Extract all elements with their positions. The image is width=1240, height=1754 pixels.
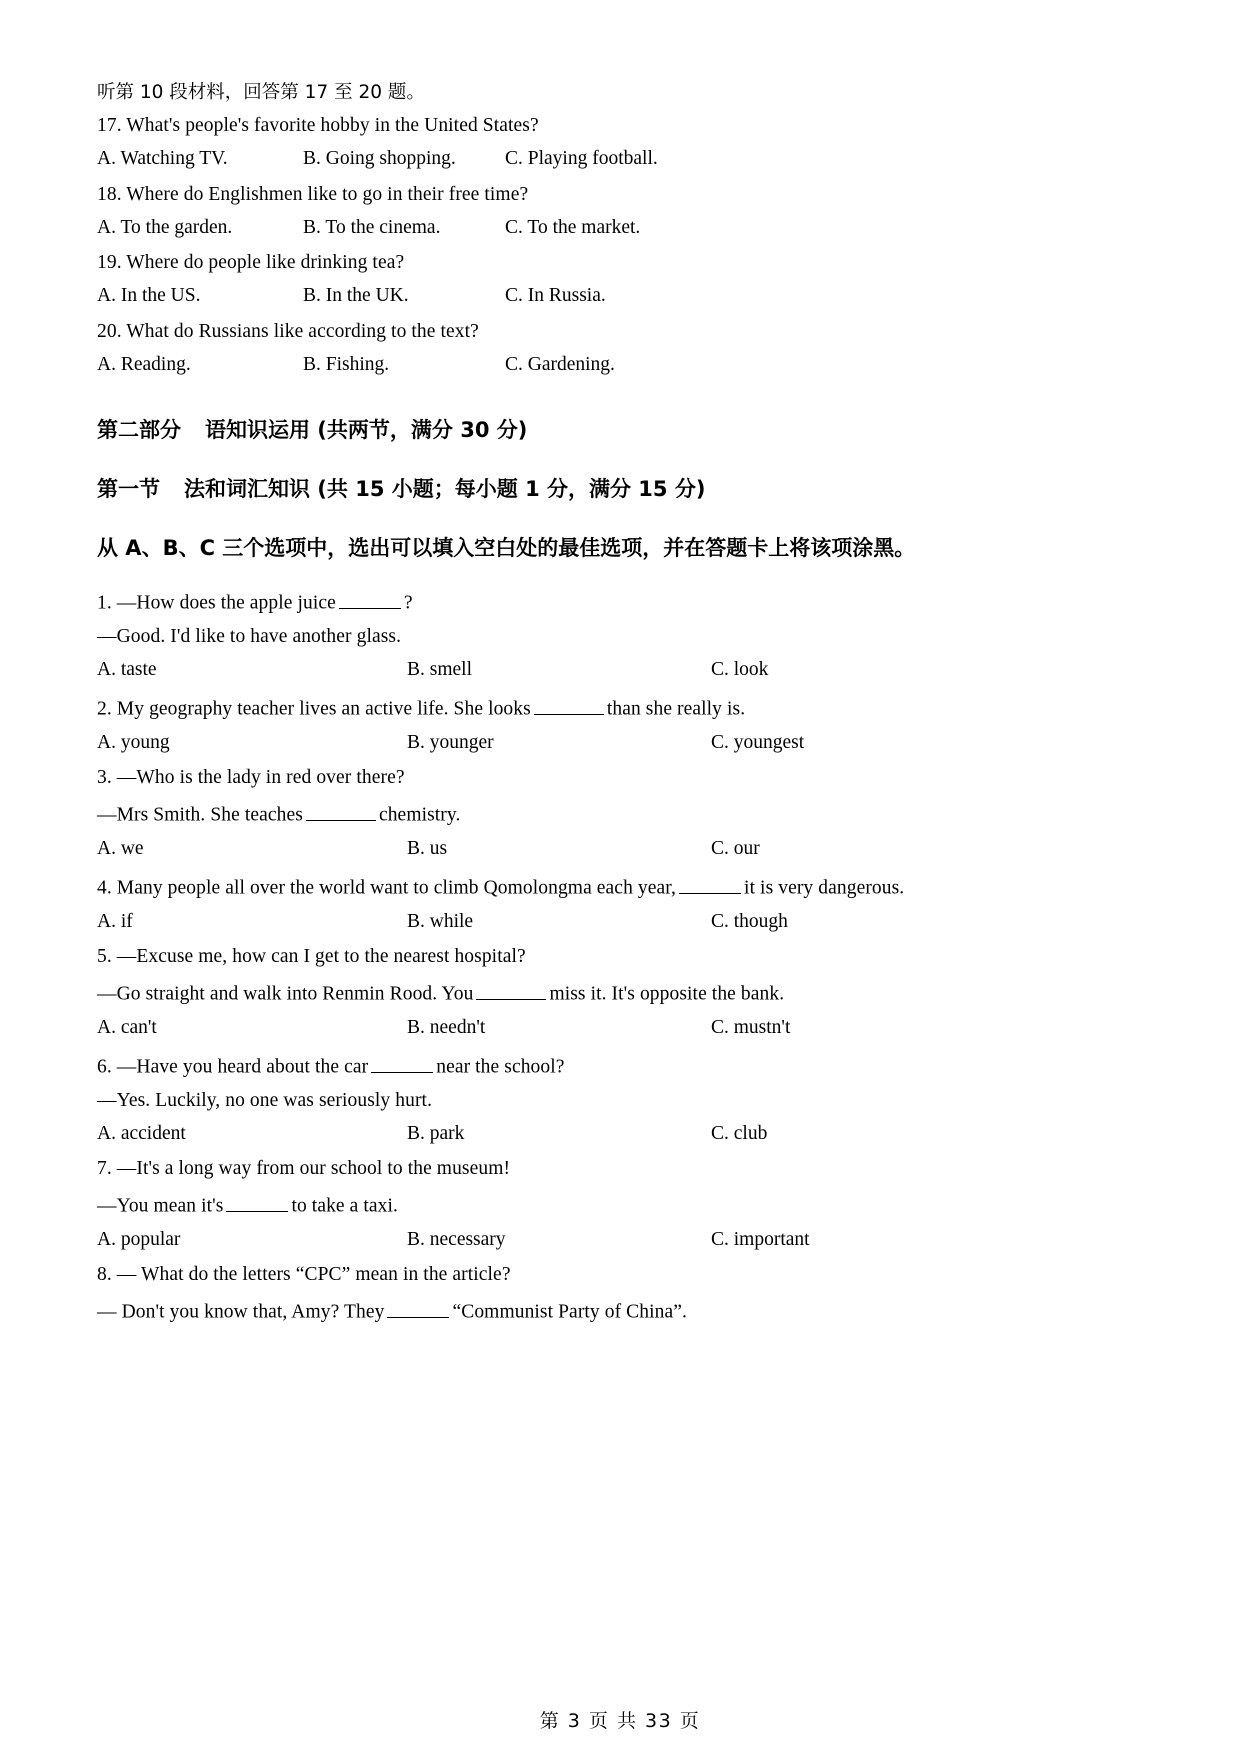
grammar-options-row bbox=[97, 660, 1143, 682]
grammar-question-stem bbox=[97, 1053, 1143, 1077]
reply-tail: chemistry. bbox=[378, 804, 461, 826]
page-footer: 第 3 页 共 33 页 bbox=[539, 1710, 701, 1732]
fill-blank[interactable] bbox=[371, 1053, 433, 1073]
listening-question-stem: 18. Where do Englishmen like to go in their free time? bbox=[97, 183, 529, 205]
option-b[interactable]: B. Fishing. bbox=[303, 353, 390, 375]
reply-tail: miss it. It's opposite the bank. bbox=[549, 983, 785, 1005]
grammar-question-stem: 5. —Excuse me, how can I get to the nearest hospital? bbox=[97, 946, 526, 968]
grammar-question-stem bbox=[97, 695, 1143, 719]
option-c[interactable]: C. important bbox=[711, 1228, 810, 1250]
fill-blank[interactable] bbox=[534, 695, 604, 715]
grammar-question-stem: 7. —It's a long way from our school to the museum! bbox=[97, 1158, 511, 1180]
stem-tail: near the school? bbox=[436, 1056, 565, 1078]
spacer bbox=[97, 390, 1143, 420]
grammar-question-reply bbox=[97, 1192, 1143, 1216]
grammar-options-row bbox=[97, 1018, 1143, 1040]
listening-question-stem: 20. What do Russians like according to the text? bbox=[97, 320, 479, 342]
option-a[interactable]: A. Watching TV. bbox=[97, 148, 228, 169]
listening-material-instruction: 听第 10 段材料，回答第 17 至 20 题。 bbox=[97, 82, 425, 103]
listening-options-row bbox=[97, 355, 1143, 377]
option-c[interactable]: C. To the market. bbox=[505, 216, 641, 238]
grammar-question-reply bbox=[97, 801, 1143, 825]
spacer bbox=[97, 559, 1143, 589]
reply-tail: to take a taxi. bbox=[291, 1195, 398, 1217]
stem-text: 1. —How does the apple juice bbox=[97, 592, 336, 614]
option-b[interactable]: B. Going shopping. bbox=[303, 148, 456, 169]
stem-text: 6. —Have you heard about the car bbox=[97, 1056, 369, 1078]
fill-blank[interactable] bbox=[387, 1298, 449, 1318]
part-two-label: 第二部分 bbox=[97, 418, 181, 442]
option-a[interactable]: A. if bbox=[97, 910, 133, 932]
reply-text: —You mean it's bbox=[97, 1195, 224, 1217]
grammar-question-reply: —Good. I'd like to have another glass. bbox=[97, 625, 402, 647]
option-c[interactable]: C. club bbox=[711, 1122, 768, 1144]
grammar-question-reply: —Yes. Luckily, no one was seriously hurt. bbox=[97, 1089, 433, 1111]
option-b[interactable]: B. us bbox=[407, 837, 448, 859]
option-b[interactable]: B. smell bbox=[407, 658, 473, 680]
option-c[interactable]: C. In Russia. bbox=[505, 285, 606, 306]
listening-options-row bbox=[97, 218, 1143, 240]
option-c[interactable]: C. though bbox=[711, 910, 788, 932]
option-a[interactable]: A. To the garden. bbox=[97, 216, 233, 238]
spacer bbox=[97, 441, 1143, 479]
fill-blank[interactable] bbox=[476, 980, 546, 1000]
option-b[interactable]: B. needn't bbox=[407, 1016, 486, 1038]
reply-text: — Don't you know that, Amy? They bbox=[97, 1301, 385, 1323]
section-direction: 从 A、B、C 三个选项中，选出可以填入空白处的最佳选项，并在答题卡上将该项涂黑。 bbox=[97, 536, 916, 560]
option-b[interactable]: B. necessary bbox=[407, 1228, 506, 1250]
option-a[interactable]: A. can't bbox=[97, 1016, 157, 1038]
grammar-options-row bbox=[97, 839, 1143, 861]
option-c[interactable]: C. mustn't bbox=[711, 1016, 791, 1038]
grammar-options-row bbox=[97, 1230, 1143, 1252]
fill-blank[interactable] bbox=[679, 874, 741, 894]
option-b[interactable]: B. In the UK. bbox=[303, 285, 409, 306]
option-c[interactable]: C. youngest bbox=[711, 731, 805, 753]
option-b[interactable]: B. while bbox=[407, 910, 474, 932]
reply-text: —Go straight and walk into Renmin Rood. You bbox=[97, 983, 474, 1005]
option-c[interactable]: C. Playing football. bbox=[505, 148, 658, 169]
listening-question-stem: 19. Where do people like drinking tea? bbox=[97, 252, 405, 273]
grammar-options-row bbox=[97, 912, 1143, 934]
option-a[interactable]: A. taste bbox=[97, 658, 157, 680]
option-a[interactable]: A. young bbox=[97, 731, 170, 753]
section-one-body: 法和词汇知识 (共 15 小题；每小题 1 分，满分 15 分) bbox=[184, 477, 706, 501]
option-a[interactable]: A. accident bbox=[97, 1122, 186, 1144]
option-a[interactable]: A. Reading. bbox=[97, 353, 191, 375]
section-one-heading bbox=[97, 479, 1143, 500]
reply-text: —Mrs Smith. She teaches bbox=[97, 804, 303, 826]
option-b[interactable]: B. park bbox=[407, 1122, 465, 1144]
option-a[interactable]: A. popular bbox=[97, 1228, 181, 1250]
page-content bbox=[97, 84, 1143, 1336]
option-a[interactable]: A. we bbox=[97, 837, 144, 859]
grammar-question-stem: 8. — What do the letters “CPC” mean in the article? bbox=[97, 1264, 511, 1286]
fill-blank[interactable] bbox=[339, 589, 401, 609]
stem-text: 4. Many people all over the world want to climb Qomolongma each year, bbox=[97, 877, 677, 899]
listening-question-stem: 17. What's people's favorite hobby in the United States? bbox=[97, 115, 539, 136]
part-two-body: 语知识运用 (共两节，满分 30 分) bbox=[205, 418, 528, 442]
fill-blank[interactable] bbox=[306, 801, 376, 821]
option-c[interactable]: C. Gardening. bbox=[505, 353, 615, 375]
listening-options-row bbox=[97, 149, 1143, 171]
grammar-options-row bbox=[97, 733, 1143, 755]
stem-tail: it is very dangerous. bbox=[744, 877, 905, 899]
part-two-heading bbox=[97, 420, 1143, 441]
grammar-question-stem: 3. —Who is the lady in red over there? bbox=[97, 767, 405, 789]
spacer bbox=[97, 500, 1143, 538]
reply-tail: “Communist Party of China”. bbox=[452, 1301, 687, 1323]
option-a[interactable]: A. In the US. bbox=[97, 285, 201, 306]
stem-tail: ? bbox=[403, 592, 413, 614]
fill-blank[interactable] bbox=[226, 1192, 288, 1212]
stem-text: 2. My geography teacher lives an active life. She looks bbox=[97, 698, 531, 720]
grammar-question-reply bbox=[97, 980, 1143, 1004]
option-c[interactable]: C. our bbox=[711, 837, 760, 859]
option-c[interactable]: C. look bbox=[711, 658, 769, 680]
section-one-label: 第一节 bbox=[97, 477, 160, 501]
grammar-question-stem bbox=[97, 589, 1143, 613]
stem-tail: than she really is. bbox=[606, 698, 746, 720]
grammar-question-stem bbox=[97, 874, 1143, 898]
grammar-options-row bbox=[97, 1124, 1143, 1146]
listening-options-row bbox=[97, 286, 1143, 308]
option-b[interactable]: B. younger bbox=[407, 731, 494, 753]
grammar-question-reply bbox=[97, 1298, 1143, 1322]
option-b[interactable]: B. To the cinema. bbox=[303, 216, 441, 238]
